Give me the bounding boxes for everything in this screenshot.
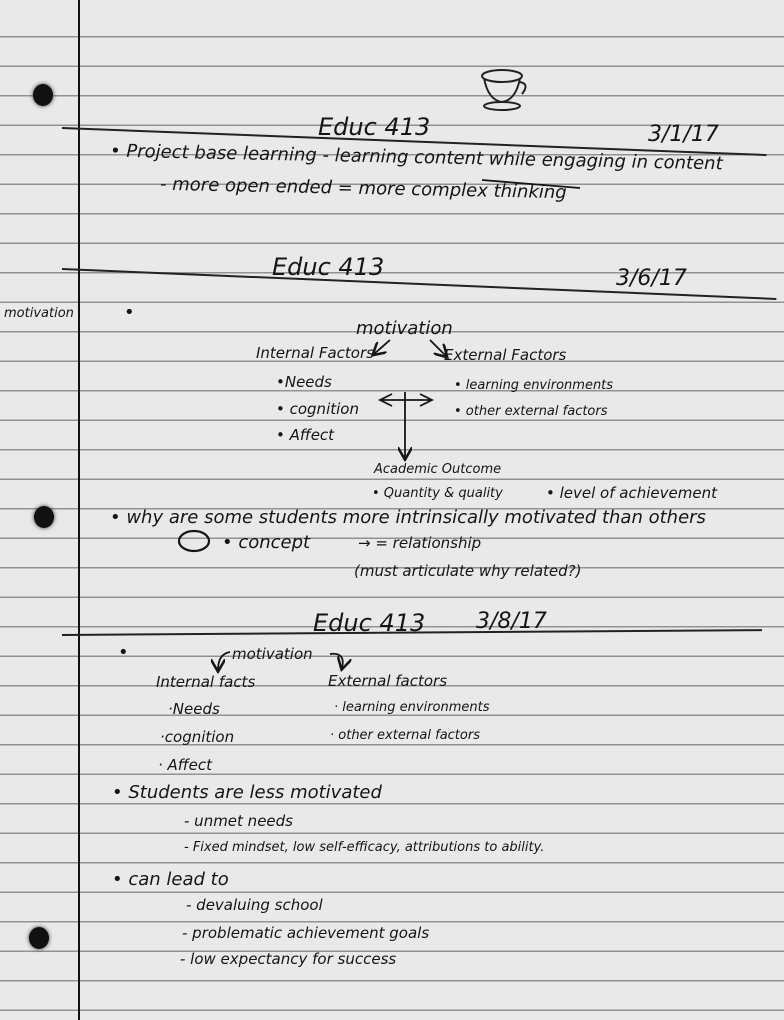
- section3-less-motivated: • Students are less motivated: [112, 782, 382, 803]
- section3-internal-item-3: · Affect: [158, 756, 212, 774]
- section1-title: Educ 413: [318, 113, 431, 141]
- section1-line-1: • Project base learning - learning content while engaging in content: [109, 140, 723, 175]
- section2-date: 3/6/17: [616, 266, 687, 291]
- section3-lead-to: • can lead to: [112, 869, 229, 890]
- section3-internal-item-2: ·cognition: [160, 728, 235, 746]
- section2-legend-concept: • concept: [222, 532, 311, 553]
- section2-outcome-item-2: • level of achievement: [546, 484, 717, 502]
- section3-date: 3/8/17: [476, 609, 547, 634]
- section2-center-label: motivation: [356, 318, 453, 339]
- section2-external-label: External Factors: [444, 346, 567, 364]
- section3-external-label: External factors: [328, 672, 448, 690]
- section1-date: 3/1/17: [648, 122, 719, 147]
- section3-center-label: motivation: [232, 645, 313, 663]
- section2-outcome-item-1: • Quantity & quality: [372, 486, 503, 501]
- section3-external-item-2: · other external factors: [330, 728, 480, 743]
- section3-internal-label: Internal facts: [156, 673, 256, 691]
- section2-legend-relationship: → = relationship: [358, 534, 482, 552]
- margin-note: motivation: [4, 306, 74, 321]
- section2-internal-item-1: •Needs: [276, 373, 332, 391]
- section3-lead-item-2: - problematic achievement goals: [182, 924, 430, 942]
- section3-internal-item-1: ·Needs: [168, 700, 220, 718]
- section2-question: • why are some students more intrinsically motivated than others: [110, 507, 706, 528]
- section3-lead-item-3: - low expectancy for success: [180, 950, 397, 968]
- section2-title: Educ 413: [272, 253, 385, 281]
- section3-less-item-1: - unmet needs: [184, 812, 293, 830]
- section1-line-2: - more open ended = more complex thinking: [159, 173, 567, 204]
- section2-internal-item-3: • Affect: [276, 426, 335, 444]
- section2-legend-note: (must articulate why related?): [354, 562, 582, 580]
- section2-internal-label: Internal Factors: [256, 344, 374, 362]
- section3-lead-item-1: - devaluing school: [186, 896, 323, 914]
- section3-external-item-1: · learning environments: [334, 700, 490, 715]
- section2-internal-item-2: • cognition: [276, 400, 359, 418]
- section2-external-item-2: • other external factors: [454, 404, 608, 419]
- section3-title: Educ 413: [313, 609, 426, 637]
- section2-external-item-1: • learning environments: [454, 378, 614, 393]
- section2-bullet: •: [124, 302, 135, 323]
- section3-bullet: •: [118, 642, 129, 663]
- section3-less-item-2: - Fixed mindset, low self-efficacy, attributions to ability.: [184, 840, 545, 855]
- section2-outcome-label: Academic Outcome: [374, 462, 502, 477]
